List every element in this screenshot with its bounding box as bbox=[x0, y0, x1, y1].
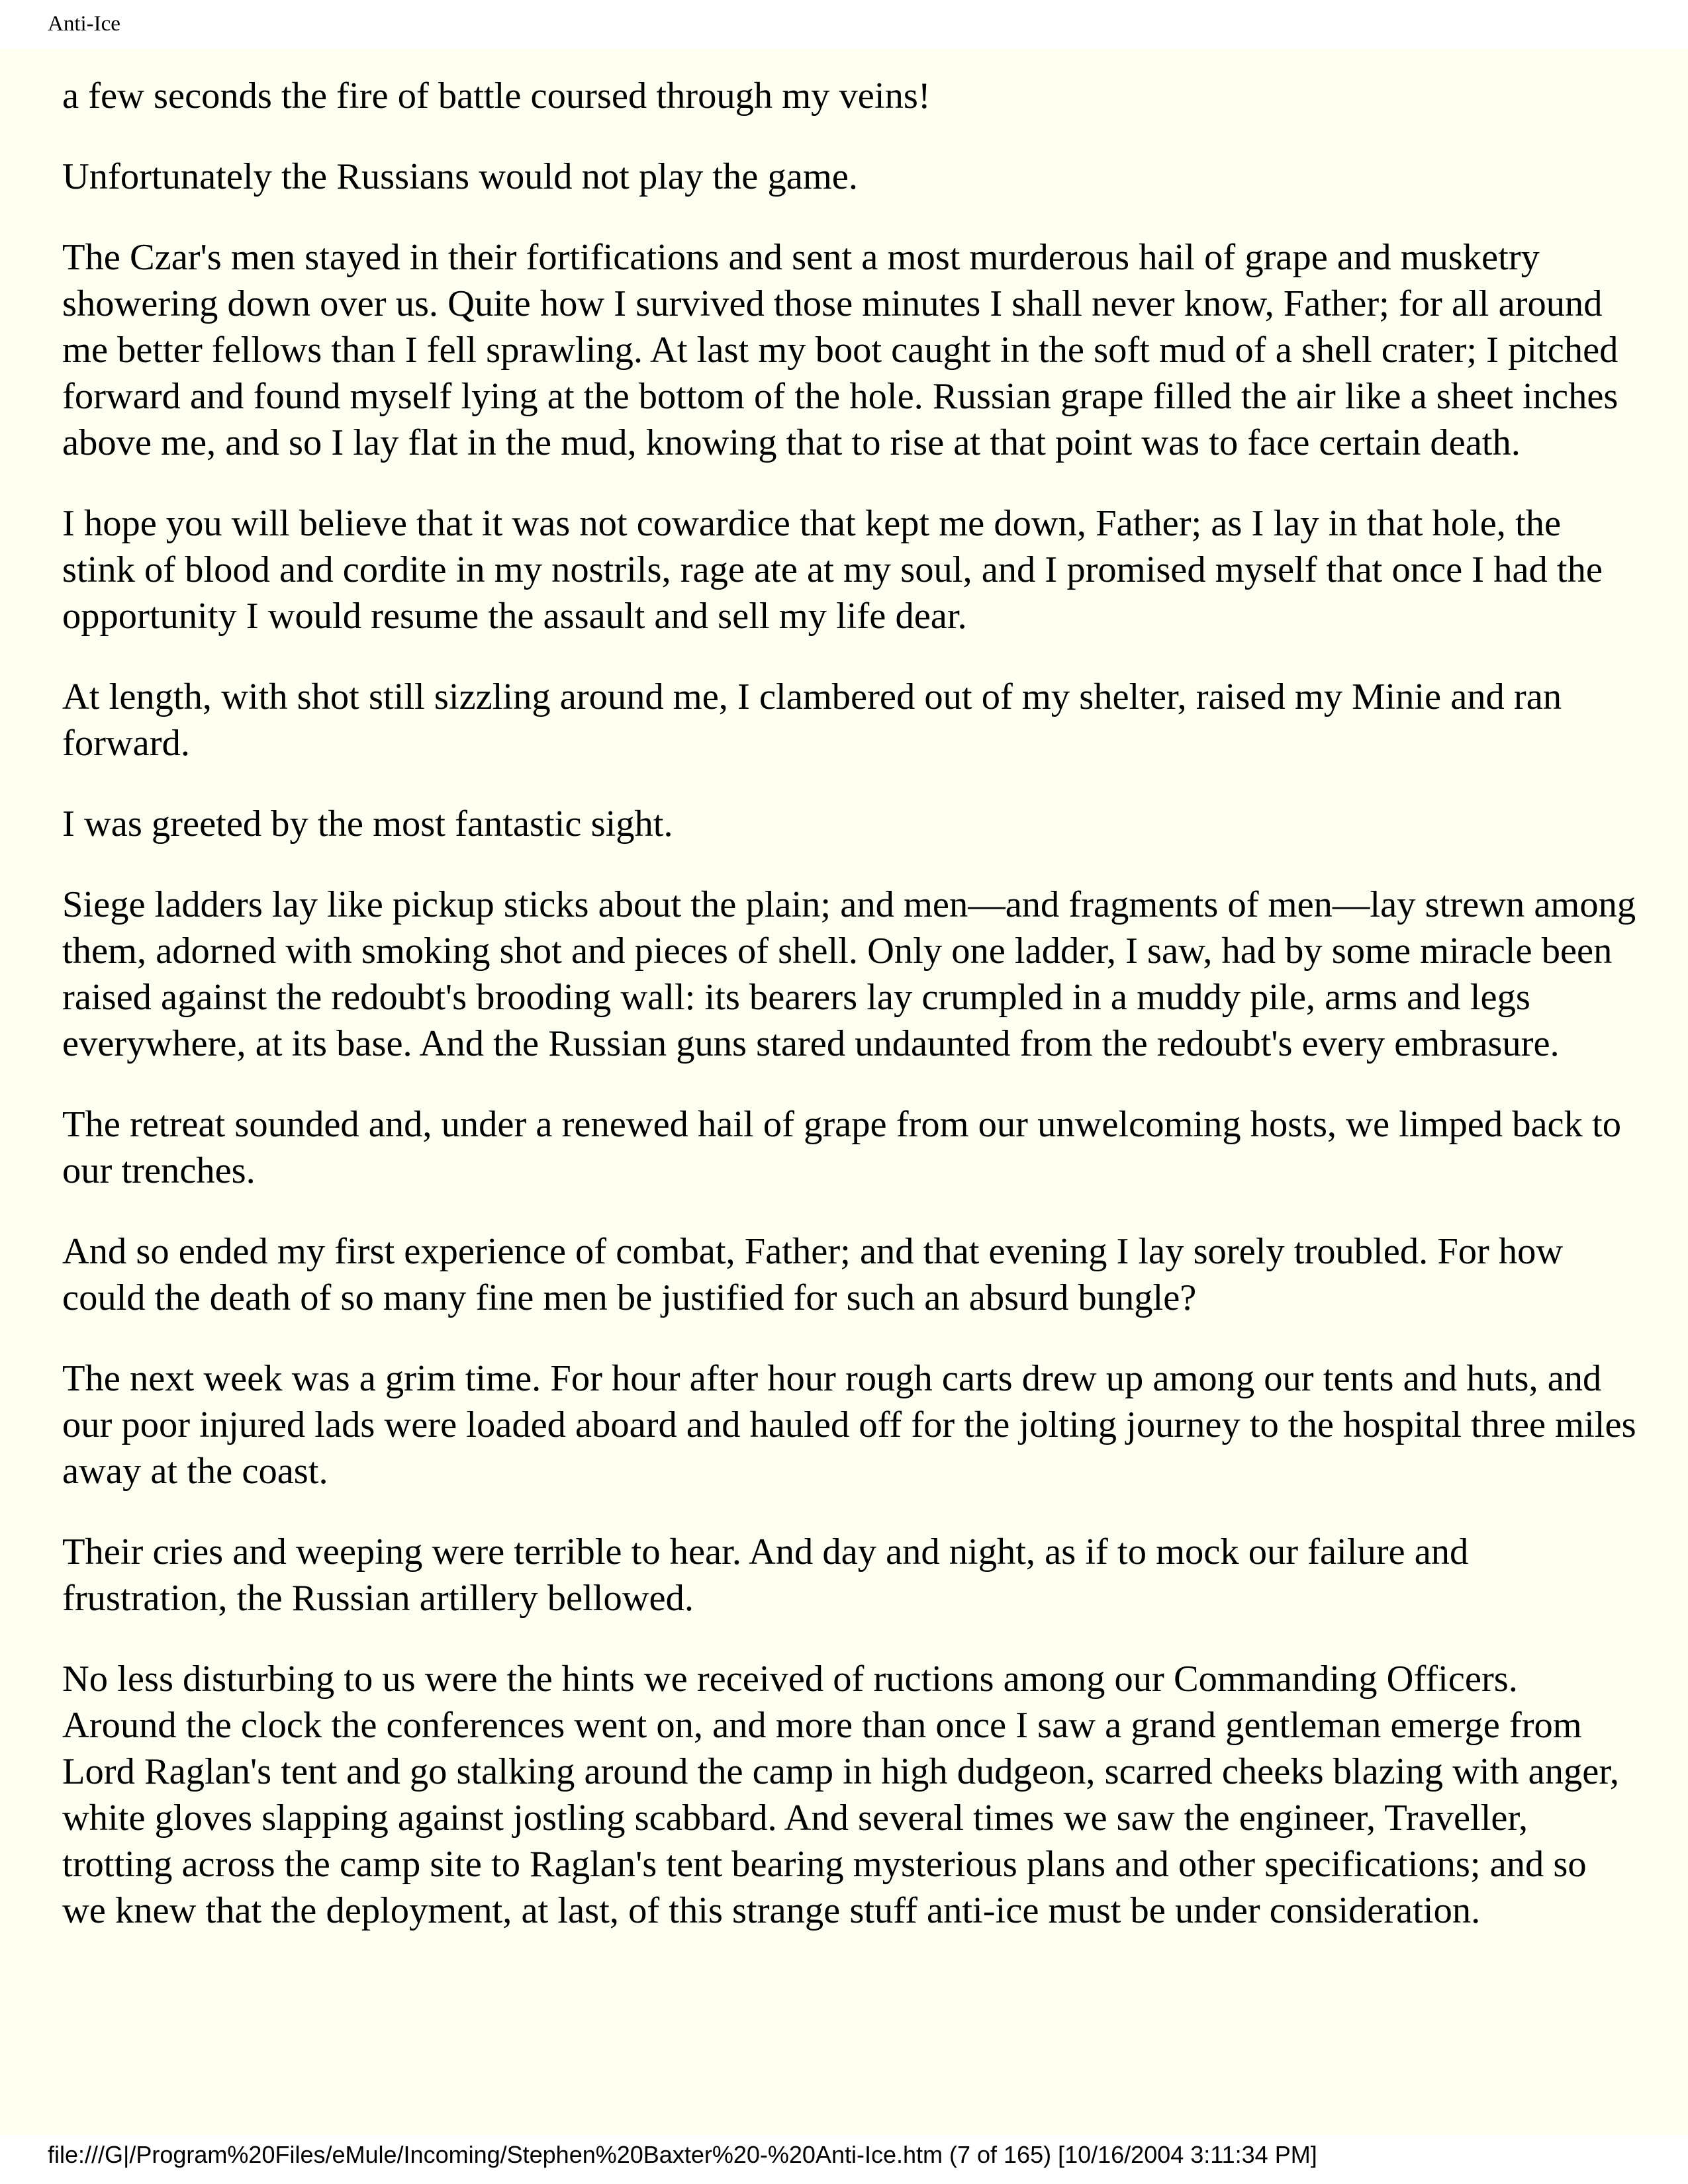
document-title: Anti-Ice bbox=[48, 12, 120, 36]
paragraph: I hope you will believe that it was not cowardice that kept me down, Father; as I lay in that hole, the stink of blood and cordite in my nostrils, rage ate at my soul, and I promised myself that once I had the opportunity I would resume the assault and sell my life dear. bbox=[62, 503, 1603, 637]
file-path-footer: file:///G|/Program%20Files/eMule/Incoming/Stephen%20Baxter%20-%20Anti-Ice.htm (7 of 165) [10/16/2004 3:11:34 PM] bbox=[48, 2141, 1317, 2168]
page-body bbox=[0, 49, 1688, 2135]
paragraph: a few seconds the fire of battle coursed through my veins! bbox=[62, 75, 931, 116]
article-content bbox=[62, 73, 1638, 1968]
paragraph: The Czar's men stayed in their fortifications and sent a most murderous hail of grape and musketry showering down over us. Quite how I survived those minutes I shall never know, Father; for all around me better fellows than I fell sprawling. At last my boot caught in the soft mud of a shell crater; I pitched forward and found myself lying at the bottom of the hole. Russian grape filled the air like a sheet inches above me, and so I lay flat in the mud, knowing that to rise at that point was to face certain death. bbox=[62, 237, 1618, 463]
paragraph: At length, with shot still sizzling around me, I clambered out of my shelter, raised my Minie and ran forward. bbox=[62, 676, 1562, 764]
paragraph: The retreat sounded and, under a renewed hail of grape from our unwelcoming hosts, we limped back to our trenches. bbox=[62, 1104, 1621, 1191]
paragraph: Siege ladders lay like pickup sticks about the plain; and men—and fragments of men—lay strewn among them, adorned with smoking shot and pieces of shell. Only one ladder, I saw, had by some miracle been raised against the redoubt's brooding wall: its bearers lay crumpled in a muddy pile, arms and legs everywhere, at its base. And the Russian guns stared undaunted from the redoubt's every embrasure. bbox=[62, 884, 1636, 1064]
page-footer bbox=[0, 2135, 1688, 2184]
paragraph: Unfortunately the Russians would not play the game. bbox=[62, 156, 858, 197]
page-header bbox=[0, 0, 1688, 49]
paragraph: Their cries and weeping were terrible to hear. And day and night, as if to mock our failure and frustration, the Russian artillery bellowed. bbox=[62, 1531, 1469, 1619]
paragraph: No less disturbing to us were the hints we received of ructions among our Commanding Officers. Around the clock the conferences went on, and more than once I saw a grand gentleman emerge from Lord Raglan's tent and go stalking around the camp in high dudgeon, scarred cheeks blazing with anger, white gloves slapping against jostling scabbard. And several times we saw the engineer, Traveller, trotting across the camp site to Raglan's tent bearing mysterious plans and other specifications; and so we knew that the deployment, at last, of this strange stuff anti-ice must be under consideration. bbox=[62, 1659, 1620, 1931]
paragraph: I was greeted by the most fantastic sight. bbox=[62, 803, 673, 844]
paragraph: The next week was a grim time. For hour after hour rough carts drew up among our tents and huts, and our poor injured lads were loaded aboard and hauled off for the jolting journey to the hospital three miles away at the coast. bbox=[62, 1358, 1636, 1492]
paragraph: And so ended my first experience of combat, Father; and that evening I lay sorely troubled. For how could the death of so many fine men be justified for such an absurd bungle? bbox=[62, 1231, 1564, 1318]
